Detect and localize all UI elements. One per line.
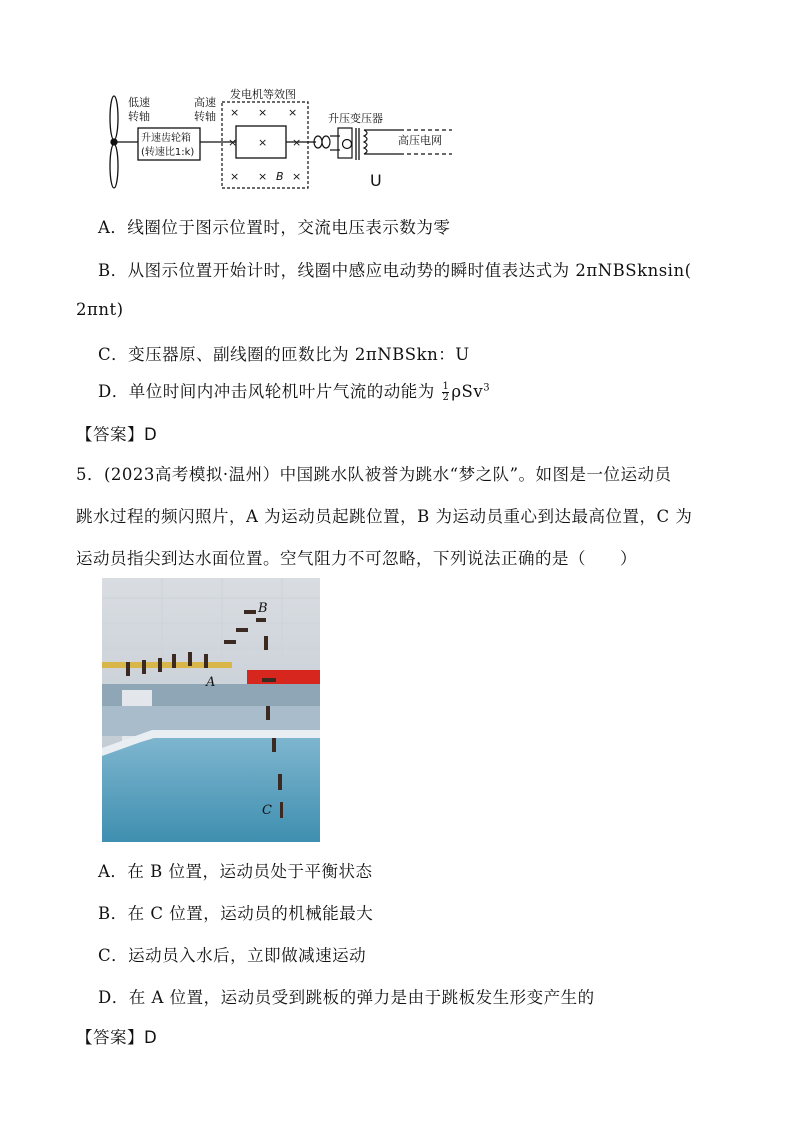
q4-option-b-line1: B．从图示位置开始计时，线圈中感应电动势的瞬时值表达式为 2πNBSknsin( <box>98 261 692 280</box>
generator-title: 发电机等效图 <box>230 88 296 101</box>
q5-option-c: C．运动员入水后，立即做减速运动 <box>98 946 367 965</box>
q5-answer: 【答案】D <box>76 1028 158 1047</box>
q4-option-a: A．线圈位于图示位置时，交流电压表示数为零 <box>98 218 451 237</box>
q4-option-d: D．单位时间内冲击风轮机叶片气流的动能为 $\frac{1}{2}$ ρSv$^3$ <box>98 381 491 403</box>
photo-label-c: C <box>262 803 272 818</box>
wind-turbine-icon <box>110 96 118 188</box>
svg-text:×: × <box>292 170 302 183</box>
diving-photo <box>102 578 320 842</box>
svg-text:×: × <box>258 136 268 149</box>
q4-answer: 【答案】D <box>76 425 158 444</box>
q4-option-d-text: D．单位时间内冲击风轮机叶片气流的动能为 <box>98 382 441 401</box>
transformer-title: 升压变压器 <box>328 112 383 125</box>
high-speed-shaft-label-2: 转轴 <box>194 110 216 123</box>
high-speed-shaft-label-1: 高速 <box>194 96 216 109</box>
q5-stem-line1: 5．(2023高考模拟·温州）中国跳水队被誉为跳水“梦之队”。如图是一位运动员 <box>76 465 672 484</box>
svg-text:×: × <box>288 106 298 119</box>
secondary-coil <box>364 130 367 154</box>
svg-text:×: × <box>292 136 302 149</box>
voltage-u-label: U <box>370 171 382 190</box>
q5-option-b: B．在 C 位置，运动员的机械能最大 <box>98 904 374 923</box>
gearbox-label-1: 升速齿轮箱 <box>141 133 191 144</box>
q4-option-c: C．变压器原、副线圈的匝数比为 2πNBSkn：U <box>98 345 470 364</box>
q5-stem-line2: 跳水过程的频闪照片，A 为运动员起跳位置，B 为运动员重心到达最高位置，C 为 <box>76 507 693 526</box>
q4-option-b-line2: 2πnt) <box>76 300 124 319</box>
svg-text:×: × <box>258 170 268 183</box>
generator-diagram <box>100 88 480 198</box>
slip-ring <box>322 136 330 148</box>
grid-label: 高压电网 <box>398 134 442 147</box>
red-banner <box>247 670 320 684</box>
photo-label-a: A <box>206 675 216 690</box>
svg-text:×: × <box>230 106 240 119</box>
field-b-label: B <box>276 170 284 183</box>
q5-option-d: D．在 A 位置，运动员受到跳板的弹力是由于跳板发生形变产生的 <box>98 988 595 1007</box>
low-speed-shaft-label-1: 低速 <box>128 96 150 109</box>
gearbox-label-2: (转速比1:k) <box>141 147 195 158</box>
q5-option-a: A．在 B 位置，运动员处于平衡状态 <box>98 862 373 881</box>
fraction-half: $\frac{1}{2}$ <box>442 381 450 403</box>
svg-text:×: × <box>230 170 240 183</box>
voltmeter-icon <box>343 140 352 149</box>
svg-text:×: × <box>258 106 268 119</box>
q5-stem-line3: 运动员指尖到达水面位置。空气阻力不可忽略，下列说法正确的是（ ） <box>76 549 637 568</box>
magnetic-field-crosses <box>228 106 301 183</box>
photo-label-b: B <box>258 601 268 616</box>
svg-text:×: × <box>228 136 238 149</box>
low-speed-shaft-label-2: 转轴 <box>128 110 150 123</box>
